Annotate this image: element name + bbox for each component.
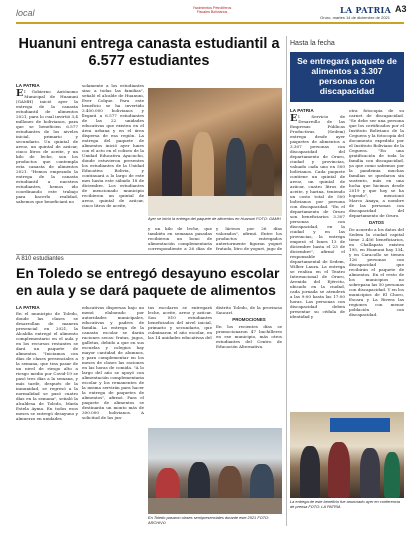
photo-figure	[192, 132, 214, 202]
story2-rule	[16, 254, 282, 255]
story2-kicker: A 810 estudiantes	[16, 256, 64, 262]
story3-text-2: otra fotocopia de su carnet de discapacidad. "Se debe ser una persona que los certificados por el Instituto Boliviano de la Ceguera y la fotocopia del documento expedido por el Instituto Boliviano de la Ceguera. "En una gratificación de toda la familia con discapacidad, ya que como sabemos por la pandemia muchas familias se quedaron sin sustento, más en una lucha que hicimos desde 2019 y que hoy se ha logrado", mencionó Marco Anaya, a nombre de las personas con discapacidad del departamento de Oruro.	[349, 108, 404, 218]
story1-photo	[148, 88, 282, 216]
story3-caption-credit: FOTO: LA PATRIA	[308, 503, 341, 509]
story1-text-1: l Gobierno Autónomo Municipal de Huanuni (GAMH) inició ayer la entrega de la canasta estudiantil de alimentos 2021, para lo cual invirtió 3,4 millones de bolivianos, para que se beneficien 6.577 estudiantes de los niveles inicial, primario y secundario. Un quintal de arroz, un quintal de azúcar, cinco litros de aceite, y un kilo de leche, son los productos que contempla esta canasta de alimentos 2021. "Hemos empezado la entrega de la canasta estudiantil a nuestros estudiantes, hemos ido coordinando este trabajo para hacerlo realidad, sabemos que beneficiará no	[16, 89, 78, 204]
photo-figure	[300, 446, 320, 498]
photo-sacks	[148, 196, 282, 216]
photo-desks	[148, 498, 282, 514]
story3-caption-text: La entrega de este beneficio fue anunciado ayer en conferencia de prensa	[290, 499, 400, 509]
story1-source: LA PATRIA	[16, 83, 40, 88]
story2-photo	[148, 428, 282, 514]
page-header	[0, 0, 420, 36]
photo-figure	[226, 138, 246, 204]
story3-dropcap: E	[290, 113, 298, 124]
story2-text-1: En el municipio de Toledo, donde las clases se desarrollan de manera presencial en 2021, la Alcaldía entregó el alimento complementario en el aula y en los recursos restantes se dará un paquete de alimentos. "Iniciamos con días de clases presenciales a la semana, que tras pasar de un nivel de riesgo alto a riesgo medio por Covid-19 se pasó tres días a la semana, y más tarde, después de la inmunidad, se regresó a la normalidad se pasó cuatro días en la semana", señaló la alcaldesa de Toledo, María Estela Ayma. En todos esos meses se entregó desayuno y almuerzo en unidades	[16, 311, 78, 421]
page-number: A3	[395, 4, 407, 14]
story2-source: LA PATRIA	[16, 305, 40, 310]
dateline: Oruro, martes 14 de diciembre de 2021	[320, 15, 390, 20]
story3-headline: Se entregará paquete de alimentos a 3.307 personas con discapacidad	[290, 52, 404, 102]
story1-caption	[148, 217, 282, 222]
story3-column-2	[349, 108, 404, 413]
story2-headline: En Toledo se entregó desayuno escolar en aula y se dará paquete de alimentos	[16, 265, 280, 298]
photo-figure	[328, 442, 350, 498]
photo-figure	[162, 140, 182, 200]
column-divider	[286, 36, 287, 526]
story1-column-6: y lácteos por 26 días valorados", afirmó. Entre los productos entregados anteriormente figuran yogurt frutado, litro de yogurt, jugo de	[216, 226, 282, 251]
story1-column-1	[16, 83, 78, 251]
photo-figure	[384, 452, 400, 498]
photo-figure	[252, 144, 274, 204]
story3-source: LA PATRIA	[290, 108, 314, 113]
story1-column-2: solamente a los estudiantes sino a todas las familias", señaló el alcalde de Huanuni, Ever Colque. Para este beneficio se ha invertido 3.400.000 bolivianos y llegará a 6.577 estudiantes de las 22 unidades educativas que existen en el área urbana y en el área dispersa de esa región. La entrega del paquete de alimentos inició ayer lunes con el acto en el coliseo de la Unidad Educativa Ayacucho, donde estuvieron presentes los estudiantes de la Unidad Educativa Bolivia, y continuará a lo largo de este mes hasta este sábado 18 de diciembre. Los estudiantes de mencionado municipio recibieron un quintal de arroz, quintal de azúcar, cinco litros de aceite,	[82, 83, 144, 208]
sponsor-ad: Yacimientos Petrolíferos Fiscales Bolivianos	[192, 6, 232, 15]
story2-subhead: PROMOCIONES	[232, 317, 266, 322]
newspaper-logo: LA PATRIA	[340, 5, 392, 15]
photo-banner	[330, 418, 390, 432]
story2-text-4b: En los recientes días se promocionaron 47 bachilleres en ese municipio, más otros estudiantes del Centro de Educación Alternativa.	[216, 324, 282, 349]
photo-figure	[360, 448, 380, 498]
header-rule	[16, 22, 404, 24]
story1-column-5: y un kilo de leche, que también en semanas pasadas recibieron un bono de alimentación complementaria correspondiente a 26 días de	[148, 226, 212, 251]
story1-caption-credit: FOTO: GAMH	[256, 216, 281, 221]
story3-text-2b: De acuerdo a los datos del Sedem la ciudad capital tiene 2.456 beneficiarios, en Challapata existen 195, en Huanuni hay 134, y en Caracollo se tienen 126 personas con discapacidad que recibirán el paquete de alimentos. En el resto de los municipios no sobrepasa las 50 personas con discapacidad. Y en los municipios de El Choro, Escara y La Rivera las regiones con menor población con discapacidad.	[349, 227, 404, 317]
story2-column-1	[16, 305, 78, 530]
story2-column-2: educativas dispersas bajo un menú elaborado por autoridades municipales, educativas y padres de familia. La entrega de la canasta escolar se darán raciones secas: frutas, jugos, galletas, debido a que en sus escuelas y colegios hay mayor cantidad de alumnos, y para complementar en los meses de clases las raciones en las horas de comida. "A lo largo del año se apoyó con alimentación complementaria escolar y los remanentes de la misma servirán para hacer la entrega de paquetes de alimentos", afirmó. Para el paquete de alimentos se destinarán un monto más de 300.000 bolivianos. A solicitud de las jun-	[82, 305, 144, 420]
story3-caption	[290, 500, 404, 509]
story2-caption	[148, 516, 282, 525]
story3-kicker: Hasta la fecha	[290, 40, 335, 47]
story2-column-3: tas escolares se entregará leche, aceite, arroz y azúcar. Son 810 estudiantes beneficiados del nivel inicial, primario y secundario, que culminaron el año escolar, en las 14 unidades educativas del	[148, 305, 212, 340]
story2-caption-text: En Toledo pasaron clases semipresenciales durante este 2021	[148, 515, 257, 520]
story2-caption-credit: FOTO: ARCHIVO	[148, 515, 270, 525]
story1-headline: Huanuni entrega canasta estudiantil a 6.577 estudiantes	[18, 36, 280, 69]
section-label: local	[16, 8, 35, 18]
story1-dropcap: E	[16, 88, 24, 99]
story3-column-1	[290, 108, 345, 413]
story3-text-1: l Servicio de Desarrollo de las Empresas Públicas Productivas (Sedem) entrega desde ayer paquetes de alimentos a 3.307 personas con discapacidad del departamento de Oruro, ciudad y provincias, valuado cada uno en 500 bolivianos. Cada paquete contiene un quintal de arroz, un quintal de azúcar, cuatro litros de aceite, y harina, teniendo un costo total de 500 bolivianos por persona con discapacidad. "En el departamento de Oruro son beneficiarios 3.307 personas con discapacidad, en la ciudad y en las provincias, la entrega empezó el lunes 13 de diciembre hasta el 23 de diciembre", afirmó el responsable departamental de Sedem, Wilber Laura. La entrega se realiza en el Teatro Internacional de Oruro, Avenida del Ejército, ubicado en la ciudad, cada jornada se atenderá a las 9:00 hasta las 17:00 horas. Las personas con discapacidad deben presentar su cédula de identidad y	[290, 114, 345, 319]
story1-caption-text: Ayer se inició la entrega del paquete de alimentos en Huanuni	[148, 216, 256, 221]
story2-text-4: distrito Toledo, de la provincia Saucarí.	[216, 305, 282, 315]
story3-photo	[290, 412, 404, 498]
story3-subhead: DATOS	[369, 220, 384, 225]
story2-column-4	[216, 305, 282, 425]
